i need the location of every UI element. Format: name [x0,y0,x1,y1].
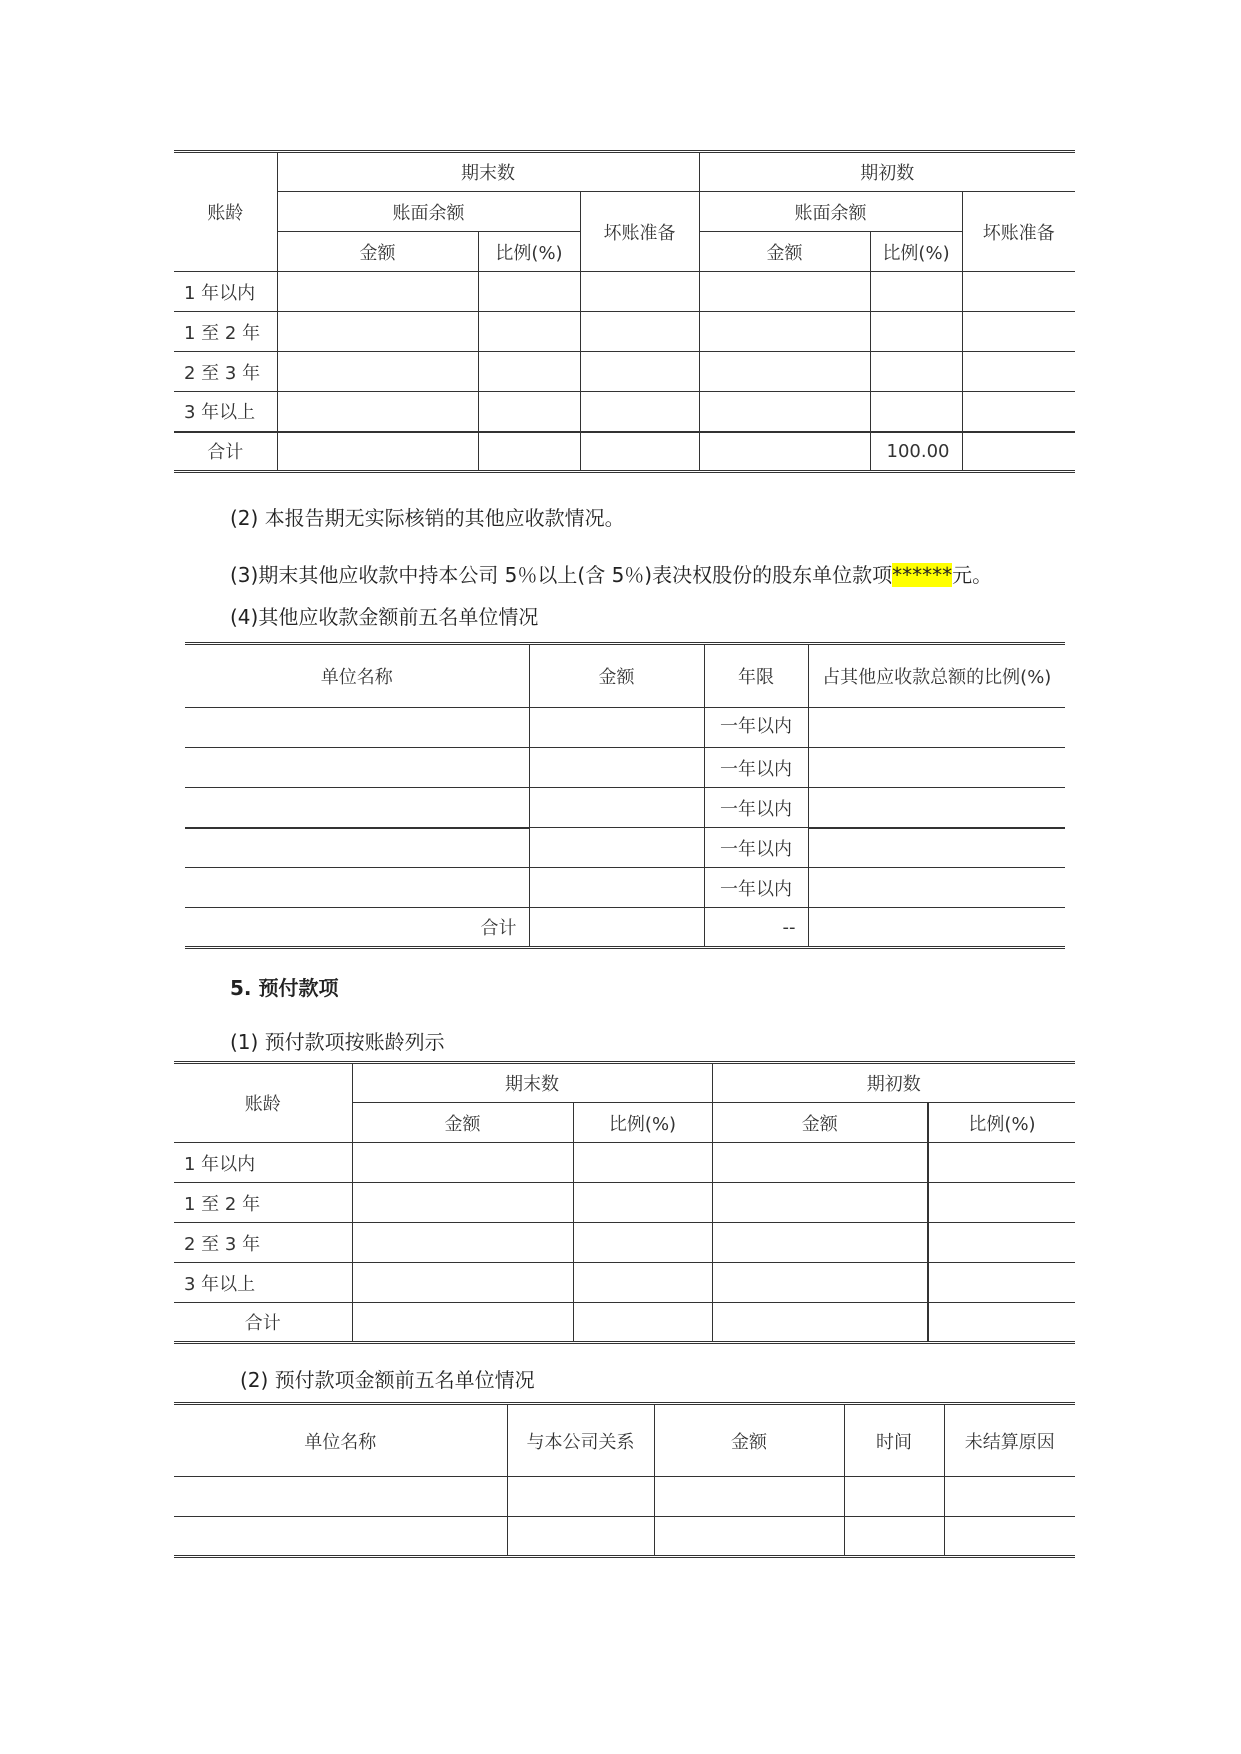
table-row [174,352,1075,392]
row-label: 1 至 2 年 [174,1183,352,1223]
header-period-begin: 期初数 [712,1063,1075,1103]
section-5-title: 5. 预付款项 [230,976,339,1000]
header-period-begin: 期初数 [699,152,1075,192]
header-ratio: 比例(%) [928,1103,1075,1143]
table-row [185,708,1065,748]
header-relationship: 与本公司关系 [507,1404,654,1477]
row-label: 3 年以上 [174,1263,352,1303]
header-time: 时间 [844,1404,944,1477]
table-row [174,392,1075,432]
row-label: 2 至 3 年 [174,352,277,392]
header-term: 年限 [704,644,808,708]
total-term: -- [704,908,808,948]
table-row [185,868,1065,908]
row-term: 一年以内 [704,828,808,868]
row-term: 一年以内 [704,868,808,908]
row-label: 1 至 2 年 [174,312,277,352]
total-label: 合计 [174,1303,352,1343]
header-amount: 金额 [712,1103,928,1143]
section-5-note-1: (1) 预付款项按账龄列示 [230,1030,445,1054]
total-row [185,908,1065,948]
table-row [185,748,1065,788]
total-label: 合计 [174,432,277,472]
header-age: 账龄 [174,152,277,272]
header-amount: 金额 [352,1103,573,1143]
prepayments-aging-table [174,1061,1075,1344]
row-term: 一年以内 [704,788,808,828]
note-2: (2) 本报告期无实际核销的其他应收款情况。 [230,506,625,530]
header-book-balance-end: 账面余额 [277,192,580,232]
header-ratio: 比例(%) [478,232,580,272]
total-label: 合计 [185,908,529,948]
header-unit-name: 单位名称 [174,1404,507,1477]
table-row [174,312,1075,352]
header-amount: 金额 [699,232,870,272]
row-label: 1 年以内 [174,272,277,312]
header-unsettled-reason: 未结算原因 [944,1404,1075,1477]
header-book-balance-begin: 账面余额 [699,192,962,232]
note-3-text: (3)期末其他应收款中持本公司 5％以上(含 5％)表决权股份的股东单位款项 [230,563,893,587]
row-term: 一年以内 [704,748,808,788]
header-ratio: 比例(%) [573,1103,712,1143]
table-row [174,1517,1075,1557]
header-amount: 金额 [277,232,478,272]
table-row [185,828,1065,868]
total-begin-ratio: 100.00 [870,432,962,472]
total-row [174,1303,1075,1343]
header-amount: 金额 [529,644,704,708]
total-row [174,432,1075,472]
row-label: 3 年以上 [174,392,277,432]
receivables-top5-table [185,642,1065,949]
note-3 [230,559,992,588]
note-3-suffix: 元。 [952,563,993,587]
header-ratio: 占其他应收款总额的比例(%) [808,644,1065,708]
prepayments-top5-table [174,1402,1075,1558]
receivables-aging-table [174,150,1075,473]
header-amount: 金额 [654,1404,844,1477]
header-period-end: 期末数 [352,1063,712,1103]
header-age: 账龄 [174,1063,352,1143]
highlighted-amount: ****** [892,563,953,587]
table-row [174,1223,1075,1263]
row-label: 2 至 3 年 [174,1223,352,1263]
table-row [185,788,1065,828]
header-bad-debt-end: 坏账准备 [580,192,699,272]
table-row [174,272,1075,312]
row-label: 1 年以内 [174,1143,352,1183]
header-unit-name: 单位名称 [185,644,529,708]
table-row [174,1263,1075,1303]
section-5-note-2: (2) 预付款项金额前五名单位情况 [240,1368,535,1392]
header-period-end: 期末数 [277,152,699,192]
header-bad-debt-begin: 坏账准备 [962,192,1075,272]
table-row [174,1477,1075,1517]
table-row [174,1183,1075,1223]
table-row [174,1143,1075,1183]
row-term: 一年以内 [704,708,808,748]
note-4: (4)其他应收款金额前五名单位情况 [230,605,539,629]
header-ratio: 比例(%) [870,232,962,272]
